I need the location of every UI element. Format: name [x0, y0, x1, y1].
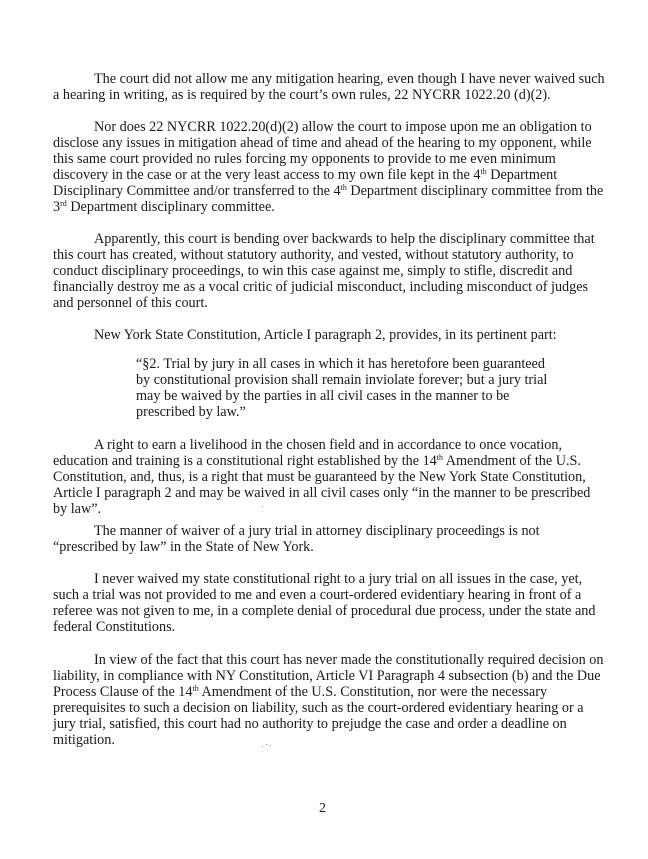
text-segment: education and training is a constitutional right established by the 14 — [53, 453, 437, 469]
ordinal-suffix: th — [340, 183, 347, 192]
scan-artifact — [262, 506, 263, 507]
text-line: may be waived by the parties in all civil cases in the manner to be — [136, 388, 510, 404]
text-line — [53, 453, 613, 469]
paragraph-in-view-of-the-fact — [53, 652, 613, 748]
text-segment: Amendment of the U.S. — [443, 453, 581, 469]
text-line: a hearing in writing, as is required by the court’s own rules, 22 NYCRR 1022.20 (d)(2). — [53, 87, 551, 103]
paragraph-disclosure-obligation — [53, 119, 613, 215]
text-segment: Disciplinary Committee and/or transferred to the 4 — [53, 183, 341, 199]
text-line: “prescribed by law” in the State of New York. — [53, 539, 314, 555]
text-line: A right to earn a livelihood in the chosen field and in accordance to once vocation, — [94, 437, 563, 453]
text-line — [53, 199, 613, 215]
text-line: Constitution, and, thus, is a right that must be guaranteed by the New York State Constitution, — [53, 469, 586, 485]
text-segment: Department — [486, 167, 558, 183]
scan-artifact — [262, 746, 263, 747]
text-segment: Department disciplinary committee from the — [346, 183, 604, 199]
text-line: by law”. — [53, 501, 102, 517]
ordinal-suffix: th — [192, 684, 199, 693]
text-line — [53, 167, 613, 183]
text-line: federal Constitutions. — [53, 619, 176, 635]
text-line: liability, in compliance with NY Constitution, Article VI Paragraph 4 subsection (b) and the Due — [53, 668, 601, 684]
text-line — [53, 183, 613, 199]
paragraph-ny-constitution-intro — [53, 327, 613, 343]
text-segment: Department disciplinary committee. — [66, 199, 275, 215]
paragraph-manner-of-waiver — [53, 523, 613, 555]
scan-artifact — [270, 745, 271, 746]
text-line: this same court provided no rules forcing my opponents to provide to me even minimum — [53, 151, 556, 167]
text-line: and personnel of this court. — [53, 295, 208, 311]
text-segment: 3 — [53, 199, 61, 215]
text-line: such a trial was not provided to me and even a court-ordered evidentiary hearing in front of a — [53, 587, 582, 603]
paragraph-right-to-livelihood — [53, 437, 613, 517]
text-line: by constitutional provision shall remain inviolate forever; but a jury trial — [136, 372, 548, 388]
text-line: Nor does 22 NYCRR 1022.20(d)(2) allow the court to impose upon me an obligation to — [94, 119, 592, 135]
ordinal-suffix: th — [480, 167, 487, 176]
scan-artifact — [266, 744, 267, 745]
text-line: The manner of waiver of a jury trial in attorney disciplinary proceedings is not — [94, 523, 540, 539]
page-number: 2 — [319, 801, 326, 816]
paragraph-bending-over-backwards — [53, 231, 613, 311]
ordinal-suffix: rd — [60, 199, 67, 208]
text-line: I never waived my state constitutional right to a jury trial on all issues in the case, yet, — [94, 571, 583, 587]
text-segment: discovery in the case or at the very least access to my own file kept in the 4 — [53, 167, 481, 183]
text-segment: Process Clause of the 14 — [53, 684, 193, 700]
text-line: conduct disciplinary proceedings, to win this case against me, simply to stifle, discredit and — [53, 263, 573, 279]
ordinal-suffix: th — [436, 453, 444, 462]
text-line: this court has created, without statutory authority, and vested, without statutory authority, to — [53, 247, 574, 263]
paragraph-never-waived — [53, 571, 613, 635]
block-quote-section-2 — [136, 356, 648, 420]
text-line: “§2. Trial by jury in all cases in which it has heretofore been guaranteed — [136, 356, 545, 372]
text-line: The court did not allow me any mitigation hearing, even though I have never waived such — [94, 71, 605, 87]
text-line: New York State Constitution, Article I paragraph 2, provides, in its pertinent part: — [94, 327, 557, 343]
text-line: Article I paragraph 2 and may be waived in all civil cases only “in the manner to be prescribed — [53, 485, 591, 501]
text-line: prescribed by law.” — [136, 404, 246, 420]
text-line — [53, 684, 613, 700]
text-line: Apparently, this court is bending over backwards to help the disciplinary committee that — [94, 231, 595, 247]
text-line: disclose any issues in mitigation ahead of time and ahead of the hearing to my opponent, while — [53, 135, 592, 151]
text-line: prerequisites to such a decision on liability, such as the court-ordered evidentiary hearing or a — [53, 700, 584, 716]
text-line: financially destroy me as a vocal critic of judicial misconduct, including misconduct of judges — [53, 279, 589, 295]
text-line: In view of the fact that this court has never made the constitutionally required decision on — [94, 652, 604, 668]
text-line: mitigation. — [53, 732, 115, 748]
paragraph-mitigation-hearing — [53, 71, 613, 103]
text-line: jury trial, satisfied, this court had no authority to prejudge the case and order a deadline on — [53, 716, 567, 732]
text-segment: Amendment of the U.S. Constitution, nor were the necessary — [198, 684, 548, 700]
text-line: referee was not given to me, in a complete denial of procedural due process, under the state and — [53, 603, 596, 619]
